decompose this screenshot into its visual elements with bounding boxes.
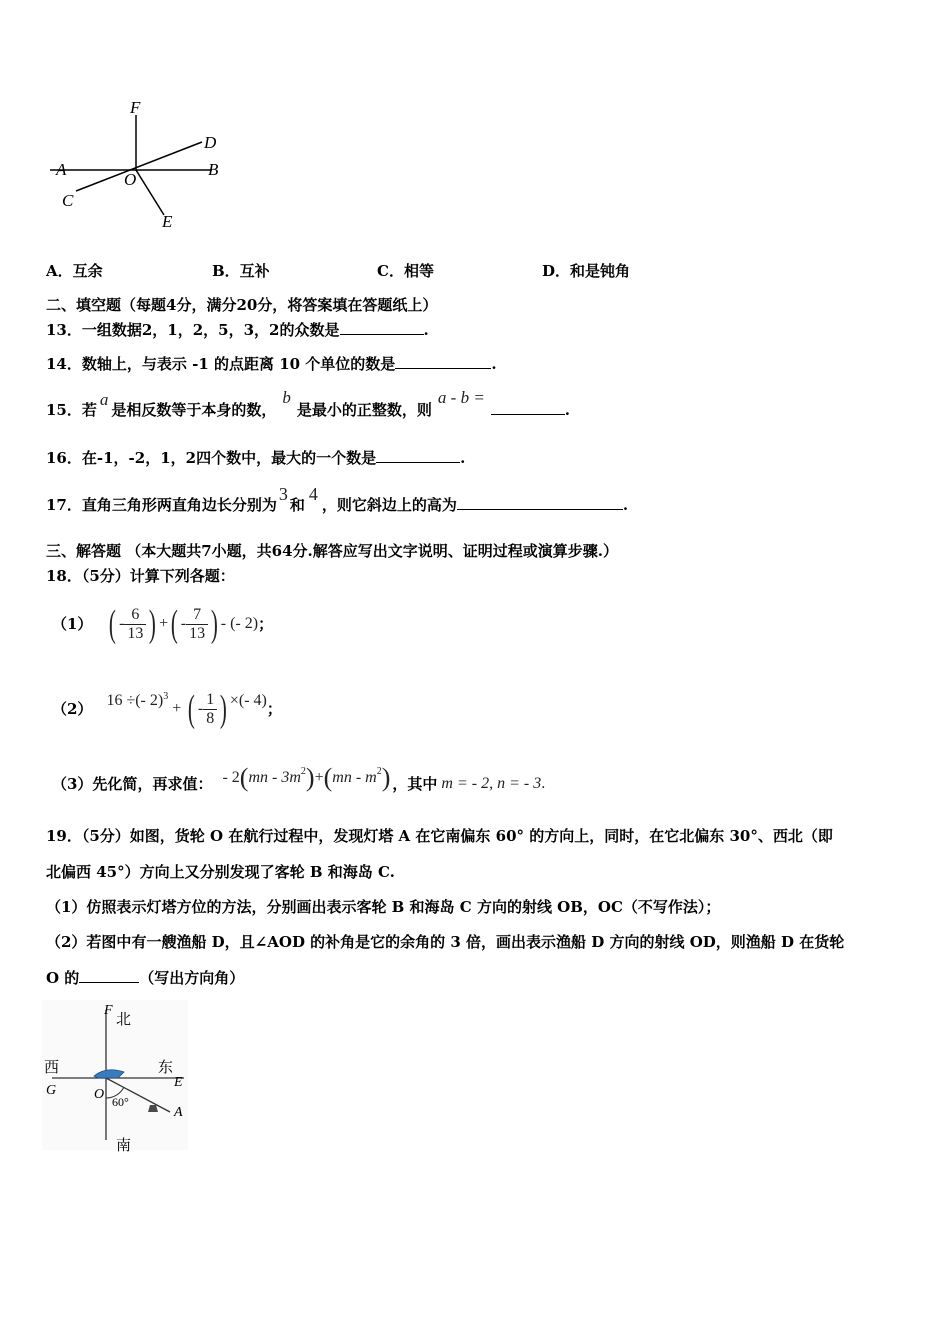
label-east: 东 xyxy=(158,1060,174,1076)
label-b: B xyxy=(208,160,219,179)
q18-p3-label: （3）先化简，再求值： xyxy=(52,775,213,793)
question-14 xyxy=(46,354,497,374)
q15-p1: 15．若 xyxy=(46,401,97,419)
q18-p2-tail: ×(- 4) xyxy=(229,692,267,709)
q18-part1 xyxy=(52,598,273,650)
q17-p1: 17．直角三角形两直角边长分别为 xyxy=(46,496,277,514)
right-paren: ) xyxy=(220,688,228,730)
q17-answer-blank[interactable] xyxy=(457,495,623,510)
q15-var-a: a xyxy=(99,390,109,409)
q14-text: 14．数轴上，与表示 -1 的点距离 10 个单位的数是 xyxy=(46,355,396,373)
q19-line5-b: （写出方向角） xyxy=(139,969,245,987)
left-paren: ( xyxy=(170,603,178,645)
denominator: 13 xyxy=(127,624,144,642)
q19-line-3: （1）仿照表示灯塔方位的方法，分别画出表示客轮 B 和海岛 C 方向的射线 OB，OC（不写作法）； xyxy=(46,898,721,916)
q15-p2: 是相反数等于本身的数， xyxy=(111,401,277,419)
label-a: A xyxy=(56,160,67,179)
q18-p3-expr-b: mn - 3m xyxy=(248,769,301,786)
exponent: 3 xyxy=(163,691,169,702)
q17-num-4: 4 xyxy=(308,484,318,504)
section3-header: 三、解答题 （本大题共7小题，共64分.解答应写出文字说明、证明过程或演算步骤.） xyxy=(46,542,618,560)
label-south: 南 xyxy=(116,1138,132,1152)
q19-line-5 xyxy=(46,968,244,988)
label-c: C xyxy=(62,191,74,210)
angle-figure-1 xyxy=(40,95,240,235)
q14-answer-blank[interactable] xyxy=(395,354,491,369)
minus-sign: - xyxy=(119,615,125,632)
section2-header: 二、填空题（每题4分，满分20分，将答案填在答题纸上） xyxy=(46,296,438,314)
q16-answer-blank[interactable] xyxy=(376,448,460,463)
q16-end: . xyxy=(460,449,466,467)
left-paren: ( xyxy=(109,603,117,645)
right-paren: ) xyxy=(381,763,391,792)
fraction-6-13 xyxy=(124,606,146,643)
q19-answer-blank[interactable] xyxy=(79,968,139,983)
q15-expr: a - b = xyxy=(437,388,485,407)
label-west: 西 xyxy=(44,1060,60,1076)
q18-p1-end: ； xyxy=(258,615,274,633)
option-b: B．互补 xyxy=(212,262,270,280)
compass-figure xyxy=(42,1000,192,1152)
label-o: O xyxy=(124,170,137,189)
q18-p3-where: ，其中 xyxy=(392,775,438,793)
q17-end: . xyxy=(622,496,629,514)
plus-sign: + xyxy=(159,615,169,632)
option-a: A．互余 xyxy=(46,262,103,280)
q17-and: 和 xyxy=(289,496,305,514)
plus-sign: + xyxy=(172,700,182,717)
option-c: C．相等 xyxy=(377,262,434,280)
minus-sign: - xyxy=(180,615,187,632)
left-paren: ( xyxy=(188,688,196,730)
q13-answer-blank[interactable] xyxy=(340,320,424,335)
label-angle: 60° xyxy=(112,1095,129,1109)
q13-end: . xyxy=(423,321,429,339)
q18-p3-expr-c: mn - m xyxy=(332,769,377,786)
q19-line-1: 19．（5分）如图，货轮 O 在航行过程中，发现灯塔 A 在它南偏东 60° 的方向上，同时，在它北偏东 30°、西北（即 xyxy=(46,827,833,845)
q15-var-b: b xyxy=(282,388,291,407)
q18-p2-end: ； xyxy=(266,700,282,718)
right-paren: ) xyxy=(210,603,218,645)
exponent: 2 xyxy=(376,766,382,777)
option-d: D．和是钝角 xyxy=(542,262,631,280)
q18-p1-tail: - (- 2) xyxy=(220,615,259,632)
label-f: F xyxy=(104,1003,113,1018)
question-15 xyxy=(46,388,571,420)
q15-end: . xyxy=(564,401,571,419)
question-16 xyxy=(46,448,465,468)
plus-sign: + xyxy=(314,769,324,786)
q18-p3-end: . xyxy=(541,775,546,792)
q18-p1-label: （1） xyxy=(52,615,93,633)
q15-answer-blank[interactable] xyxy=(491,400,565,415)
label-a: A xyxy=(174,1105,183,1120)
label-g: G xyxy=(46,1083,57,1098)
question-17 xyxy=(46,484,629,515)
label-e: E xyxy=(174,1075,183,1090)
numerator: 1 xyxy=(203,691,217,710)
left-paren: ( xyxy=(239,763,249,792)
q17-p2: ，则它斜边上的高为 xyxy=(321,496,457,514)
question-13 xyxy=(46,320,429,340)
q18-p3-values: m = - 2, n = - 3 xyxy=(441,775,542,792)
right-paren: ) xyxy=(149,603,157,645)
fraction-1-8 xyxy=(203,691,217,728)
numerator: 6 xyxy=(124,606,146,625)
q19-line5-a: O 的 xyxy=(46,969,80,987)
q19-line-4: （2）若图中有一艘渔船 D，且∠AOD 的补角是它的余角的 3 倍，画出表示渔船 D 方向的射线 OD，则渔船 D 在货轮 xyxy=(46,933,845,951)
label-e: E xyxy=(162,212,173,231)
q19-line-2: 北偏西 45°）方向上又分别发现了客轮 B 和海岛 C. xyxy=(46,863,395,881)
label-north: 北 xyxy=(116,1012,132,1028)
q13-text: 13．一组数据2，1，2，5，3，2的众数是 xyxy=(46,321,340,339)
q17-num-3: 3 xyxy=(278,484,288,504)
q18-part2 xyxy=(52,682,282,736)
label-d: D xyxy=(204,133,217,152)
minus-sign: - xyxy=(197,700,204,717)
q16-text: 16．在-1，-2，1，2四个数中，最大的一个数是 xyxy=(46,449,377,467)
q18-p2-head: 16 ÷(- 2) xyxy=(106,692,164,709)
exponent: 2 xyxy=(300,766,306,777)
right-paren: ) xyxy=(305,763,315,792)
label-o: O xyxy=(94,1087,105,1102)
q18-p2-label: （2） xyxy=(52,700,93,718)
denominator: 13 xyxy=(189,624,206,642)
q15-p3: 是最小的正整数，则 xyxy=(296,401,432,419)
left-paren: ( xyxy=(323,763,333,792)
denominator: 8 xyxy=(206,709,215,727)
q18-title: 18．（5分）计算下列各题： xyxy=(46,567,235,585)
q18-p3-expr-a: - 2 xyxy=(222,769,240,786)
q18-part3 xyxy=(52,764,545,804)
numerator: 7 xyxy=(186,606,208,625)
label-f: F xyxy=(130,98,141,117)
q14-end: . xyxy=(491,355,497,373)
fraction-7-13 xyxy=(186,606,208,643)
